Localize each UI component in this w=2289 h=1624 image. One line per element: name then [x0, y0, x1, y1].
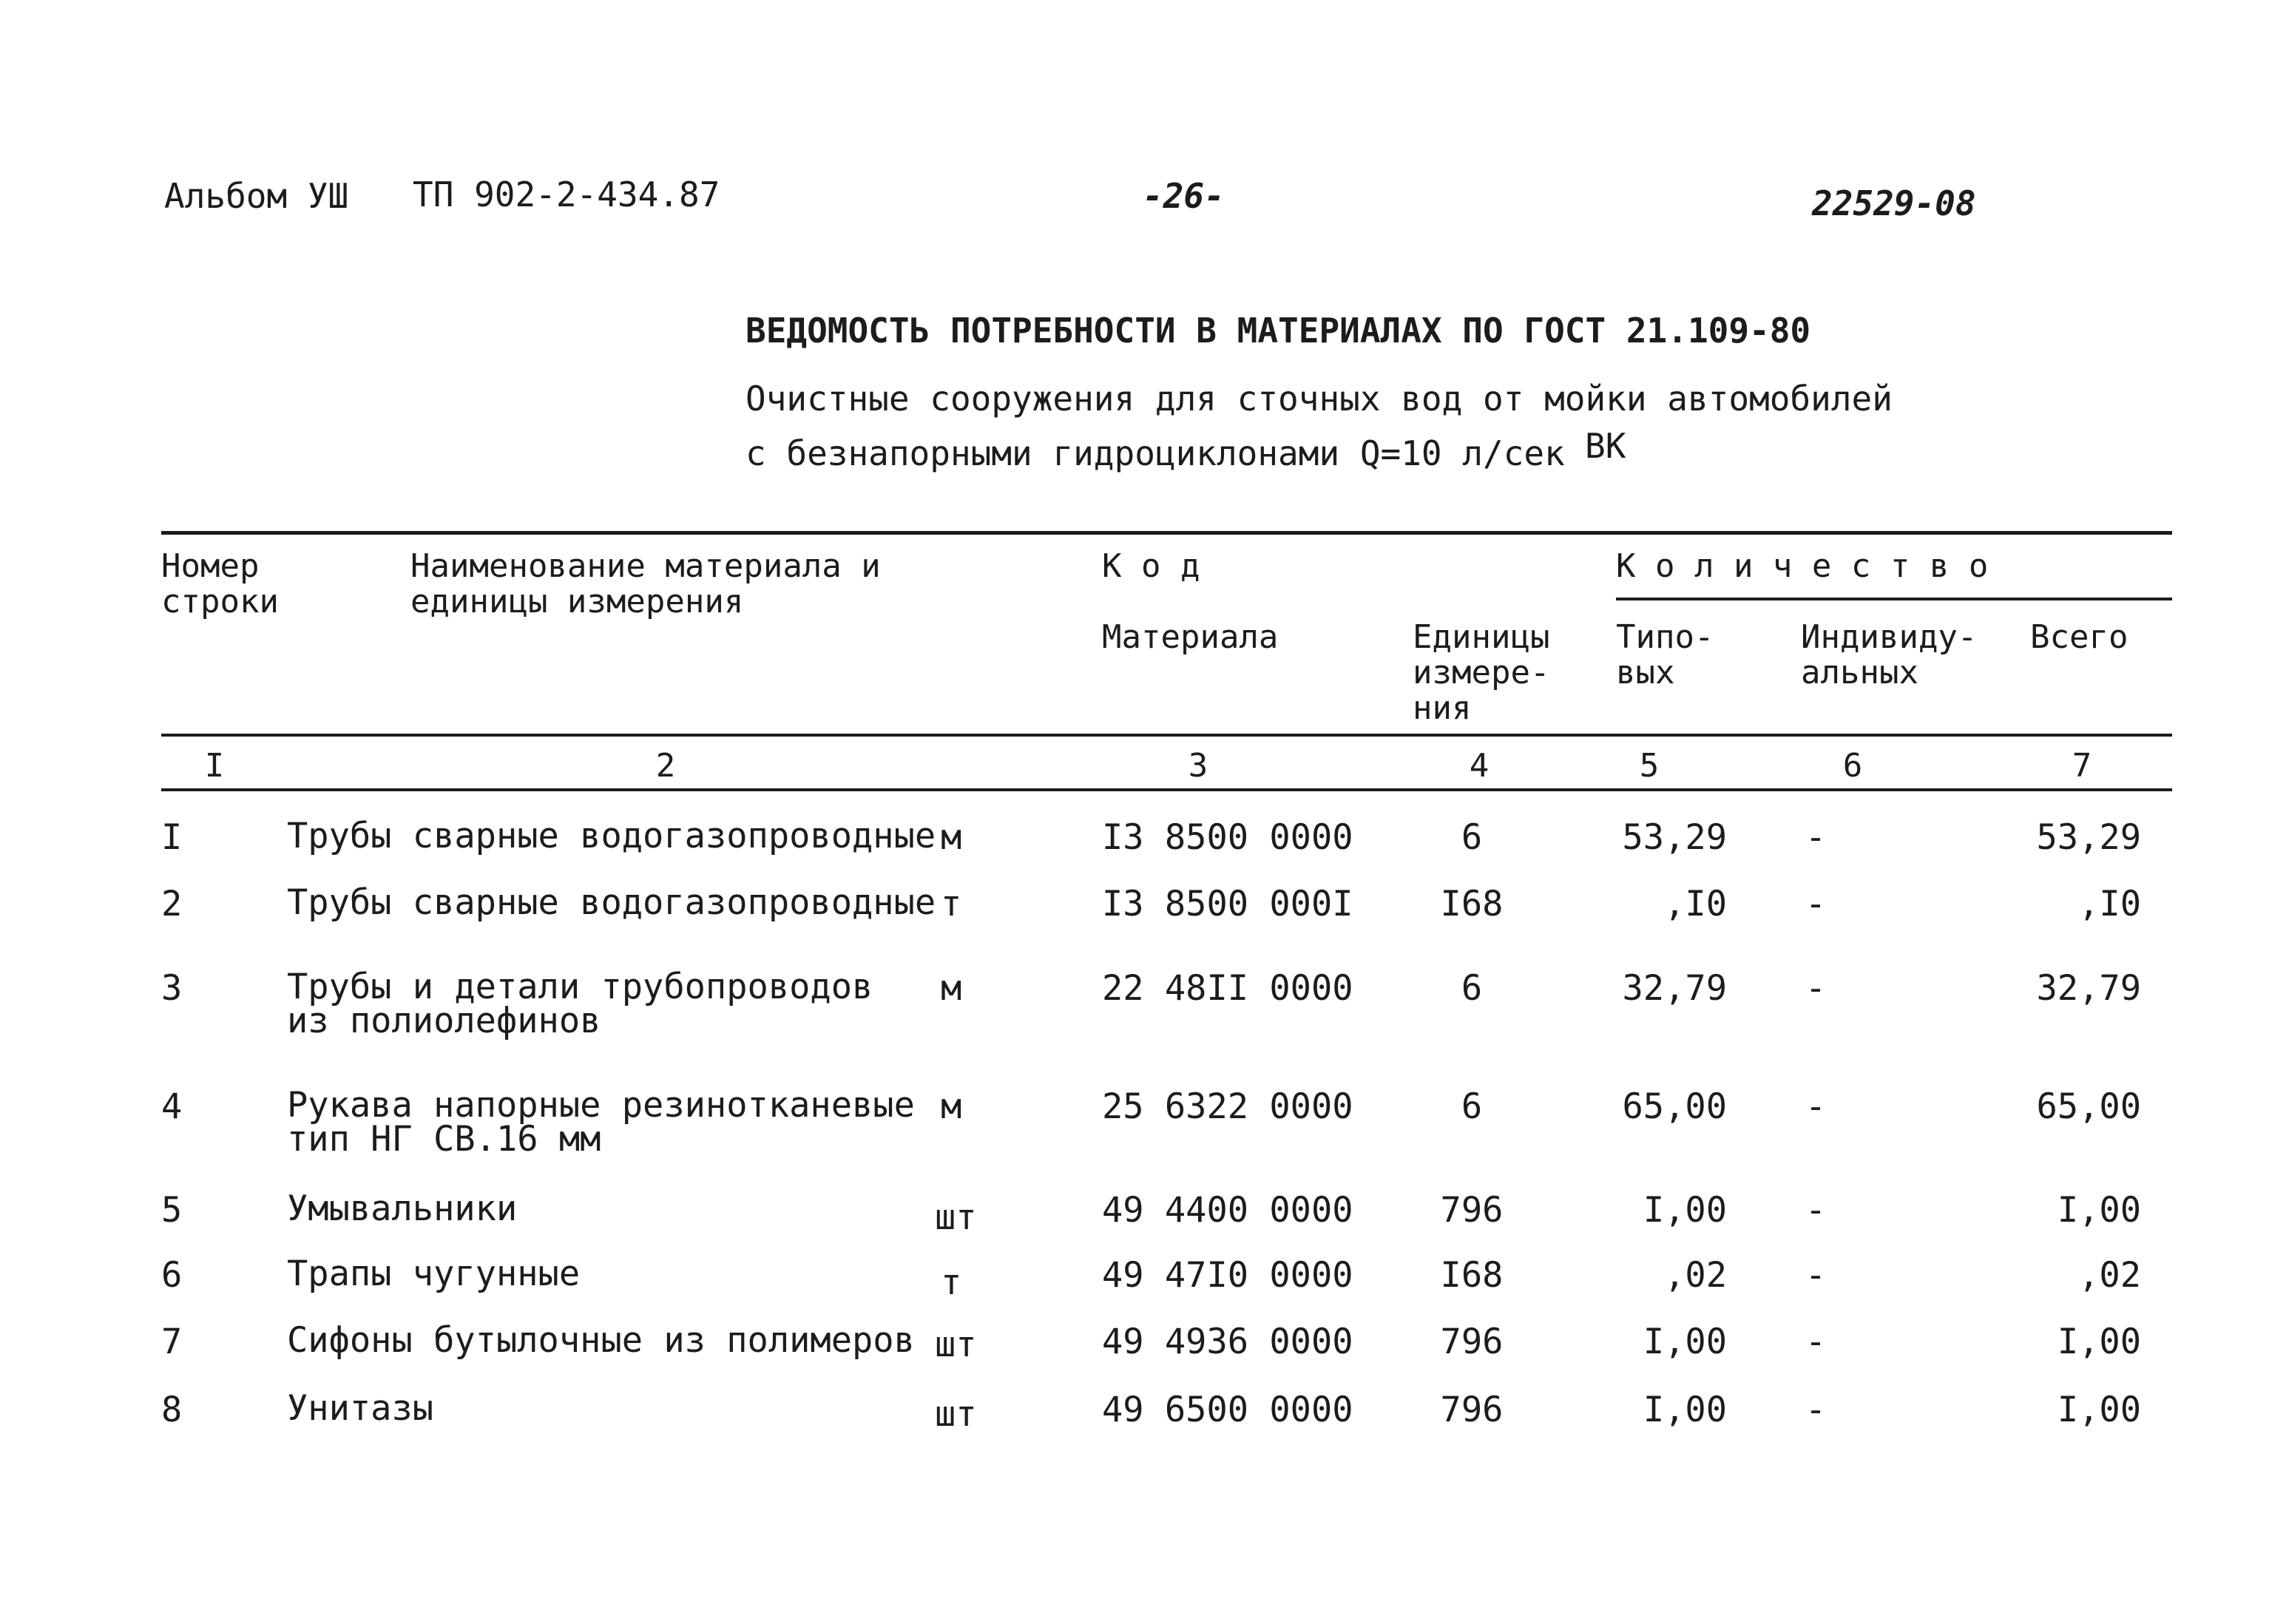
material-name: Трубы и детали трубопроводов из полиолефинов — [287, 967, 873, 1041]
typical-quantity: ,02 — [1664, 1255, 1727, 1296]
individual-quantity: - — [1805, 1390, 1827, 1430]
header-code: К о д — [1102, 547, 1200, 585]
material-code: 22 48II 0000 — [1102, 968, 1353, 1009]
material-name: Трубы сварные водогазопроводные — [287, 816, 936, 856]
material-code: 25 6322 0000 — [1102, 1086, 1353, 1127]
row-number: 7 — [161, 1322, 183, 1362]
unit-code: 796 — [1440, 1322, 1504, 1362]
unit-code: I68 — [1440, 1255, 1504, 1296]
typical-quantity: I,00 — [1643, 1190, 1727, 1231]
unit-code: 6 — [1461, 1086, 1483, 1127]
unit: шт — [935, 1197, 977, 1238]
individual-quantity: - — [1805, 817, 1827, 858]
unit-code: 796 — [1440, 1190, 1504, 1231]
typical-quantity: 65,00 — [1622, 1086, 1727, 1127]
material-code: I3 8500 0000 — [1102, 817, 1353, 858]
individual-quantity: - — [1805, 1190, 1827, 1231]
total-quantity: I,00 — [2057, 1390, 2141, 1430]
project-code: ТП 902-2-434.87 — [413, 175, 720, 214]
typical-quantity: I,00 — [1643, 1322, 1727, 1362]
col-number-3: 3 — [1188, 747, 1208, 785]
col-number-1: I — [204, 747, 225, 785]
material-code: 49 47I0 0000 — [1102, 1255, 1353, 1296]
col-number-6: 6 — [1842, 747, 1863, 785]
table-top-rule — [161, 531, 2172, 535]
header-individual: Индивиду- альных — [1801, 618, 1978, 691]
col-number-5: 5 — [1639, 747, 1660, 785]
unit: т — [941, 884, 962, 924]
total-quantity: ,02 — [2078, 1255, 2141, 1296]
unit: м — [941, 968, 962, 1009]
unit: шт — [935, 1394, 977, 1435]
material-code: 49 4400 0000 — [1102, 1190, 1353, 1231]
section-mark: ВК — [1585, 426, 1626, 466]
subtitle-line-1: Очистные сооружения для сточных вод от мойки автомобилей — [745, 379, 1893, 419]
material-code: 49 6500 0000 — [1102, 1390, 1353, 1430]
typical-quantity: I,00 — [1643, 1390, 1727, 1430]
quantity-subheader-rule — [1616, 598, 2172, 600]
subtitle-line-2: с безнапорными гидроциклонами Q=10 л/сек — [745, 433, 1565, 473]
document-title: ВЕДОМОСТЬ ПОТРЕБНОСТИ В МАТЕРИАЛАХ ПО ГОСТ 21.109-80 — [745, 311, 1811, 351]
total-quantity: 32,79 — [2036, 968, 2141, 1009]
unit-code: I68 — [1440, 884, 1504, 924]
total-quantity: I,00 — [2057, 1322, 2141, 1362]
row-number: 6 — [161, 1255, 183, 1296]
doc-number: 22529-08 — [1812, 183, 1976, 223]
column-numbers-rule — [161, 788, 2172, 791]
material-name: Сифоны бутылочные из полимеров — [287, 1320, 915, 1361]
individual-quantity: - — [1805, 1086, 1827, 1127]
col-number-7: 7 — [2072, 747, 2092, 785]
unit-code: 6 — [1461, 968, 1483, 1009]
row-number: 8 — [161, 1390, 183, 1430]
individual-quantity: - — [1805, 968, 1827, 1009]
material-name: Трубы сварные водогазопроводные — [287, 882, 936, 923]
row-number: 4 — [161, 1086, 183, 1127]
header-total: Всего — [2030, 618, 2129, 656]
typical-quantity: 32,79 — [1622, 968, 1727, 1009]
unit: шт — [935, 1324, 977, 1365]
row-number: I — [161, 817, 183, 858]
header-material-code: Материала — [1102, 618, 1279, 656]
album-label: Альбом УШ — [164, 176, 349, 216]
total-quantity: 65,00 — [2036, 1086, 2141, 1127]
page-number: -26- — [1143, 176, 1225, 216]
unit-code: 796 — [1440, 1390, 1504, 1430]
individual-quantity: - — [1805, 1255, 1827, 1296]
typical-quantity: 53,29 — [1622, 817, 1727, 858]
total-quantity: 53,29 — [2036, 817, 2141, 858]
unit: т — [941, 1262, 962, 1303]
row-number: 2 — [161, 884, 183, 924]
material-name: Трапы чугунные — [287, 1253, 581, 1294]
material-name: Умывальники — [287, 1188, 518, 1229]
header-quantity: К о л и ч е с т в о — [1616, 547, 1989, 585]
total-quantity: I,00 — [2057, 1190, 2141, 1231]
header-bottom-rule — [161, 734, 2172, 737]
unit-code: 6 — [1461, 817, 1483, 858]
material-code: 49 4936 0000 — [1102, 1322, 1353, 1362]
header-row-number: Номер строки — [161, 547, 279, 620]
material-name: Рукава напорные резинотканевые тип НГ СВ.16 мм — [287, 1085, 915, 1160]
individual-quantity: - — [1805, 1322, 1827, 1362]
col-number-2: 2 — [655, 747, 676, 785]
material-code: I3 8500 000I — [1102, 884, 1353, 924]
col-number-4: 4 — [1469, 747, 1490, 785]
header-typical: Типо- вых — [1616, 618, 1714, 691]
header-unit-code: Единицы измере- ния — [1413, 618, 1550, 727]
row-number: 3 — [161, 968, 183, 1009]
row-number: 5 — [161, 1190, 183, 1231]
unit: м — [941, 817, 962, 858]
total-quantity: ,I0 — [2078, 884, 2141, 924]
unit: м — [941, 1086, 962, 1127]
header-material-name: Наименование материала и единицы измерения — [410, 547, 881, 620]
material-name: Унитазы — [287, 1388, 434, 1429]
typical-quantity: ,I0 — [1664, 884, 1727, 924]
individual-quantity: - — [1805, 884, 1827, 924]
